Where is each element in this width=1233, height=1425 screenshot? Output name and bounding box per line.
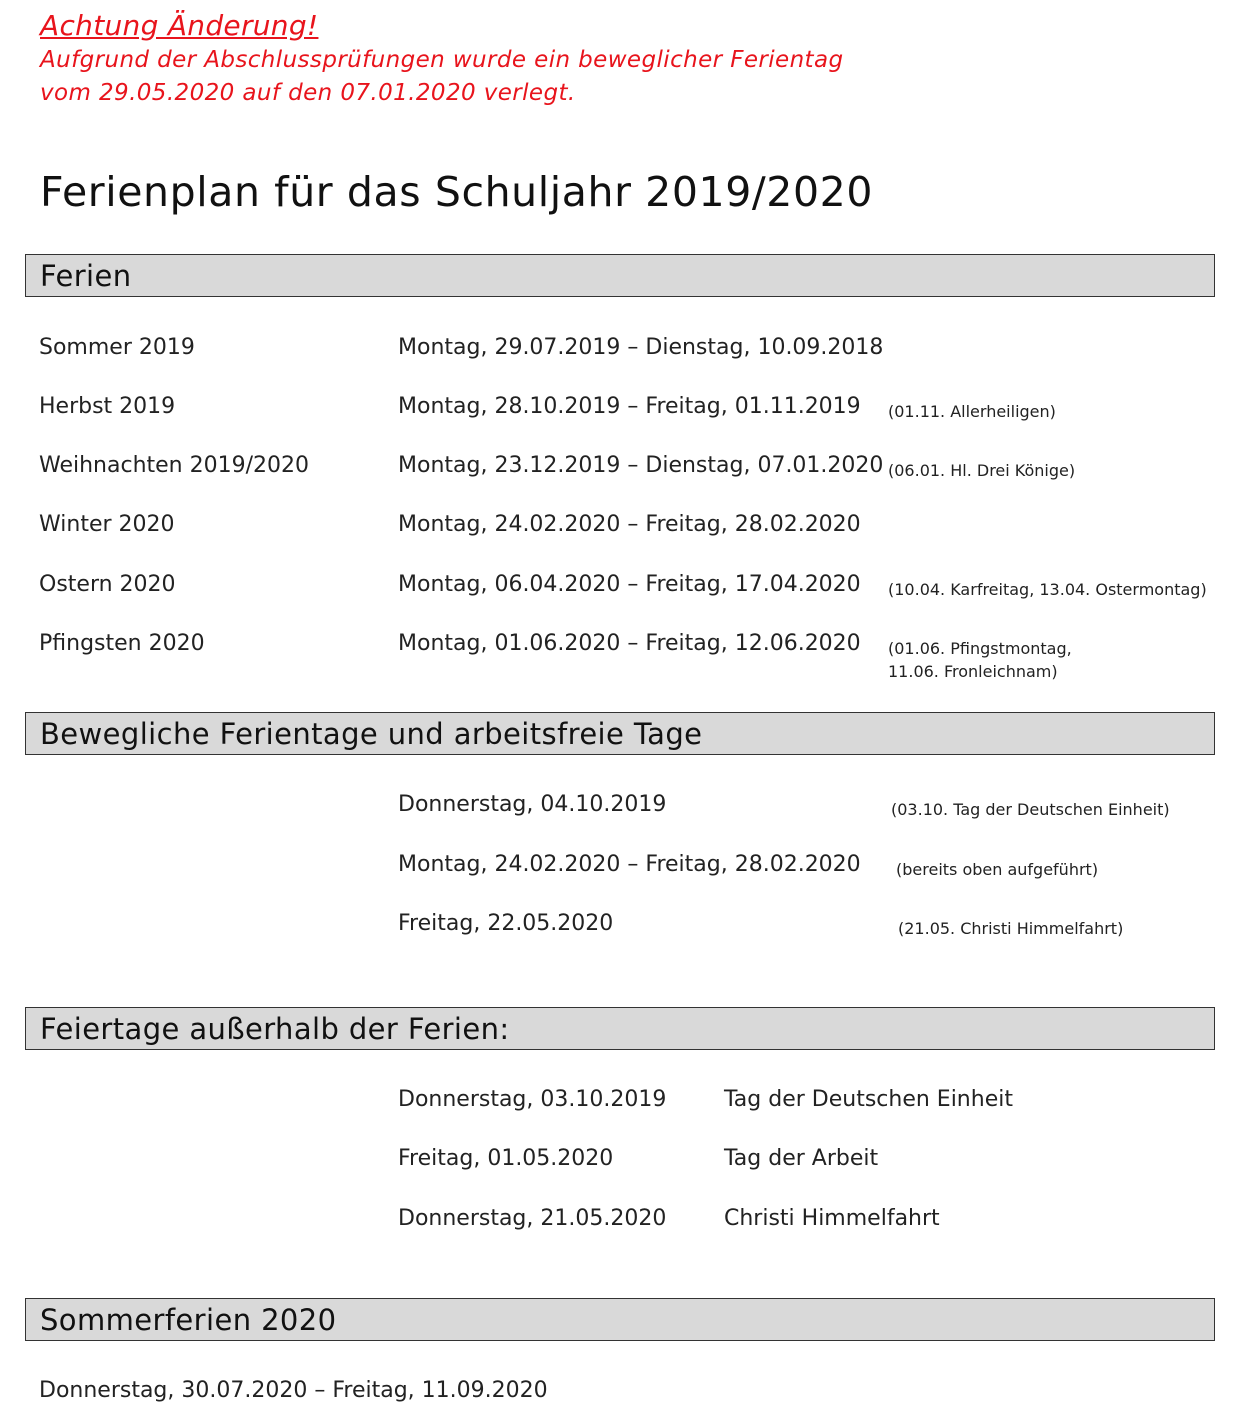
holiday-date: Donnerstag, 21.05.2020 <box>398 1206 667 1231</box>
day-dates: Donnerstag, 04.10.2019 <box>398 792 667 817</box>
change-notice <box>40 8 843 110</box>
notice-title: Achtung Änderung! <box>40 9 319 42</box>
table-row <box>0 572 1233 612</box>
section-header-sommerferien <box>25 1298 1215 1341</box>
table-row <box>0 335 1233 375</box>
holiday-dates: Montag, 23.12.2019 – Dienstag, 07.01.2020 <box>398 453 884 478</box>
holiday-name: Winter 2020 <box>39 512 175 537</box>
section-header-beweglich <box>25 712 1215 755</box>
day-note: (03.10. Tag der Deutschen Einheit) <box>891 800 1170 819</box>
table-row <box>0 512 1233 552</box>
day-dates: Montag, 24.02.2020 – Freitag, 28.02.2020 <box>398 852 861 877</box>
table-row <box>0 631 1233 687</box>
holiday-note <box>888 637 1072 683</box>
section-header-feiertage <box>25 1007 1215 1050</box>
holiday-note: (01.11. Allerheiligen) <box>888 402 1056 421</box>
holiday-date: Freitag, 01.05.2020 <box>398 1146 614 1171</box>
holiday-dates: Montag, 29.07.2019 – Dienstag, 10.09.2018 <box>398 335 884 360</box>
holiday-note-line: 11.06. Fronleichnam) <box>888 662 1058 681</box>
day-note: (bereits oben aufgeführt) <box>896 860 1099 879</box>
table-row <box>0 1206 1233 1246</box>
holiday-name: Tag der Deutschen Einheit <box>724 1087 1013 1112</box>
holiday-note-line: (01.06. Pfingstmontag, <box>888 639 1072 658</box>
holiday-dates: Montag, 28.10.2019 – Freitag, 01.11.2019 <box>398 394 861 419</box>
table-row <box>0 911 1233 951</box>
holiday-note: (06.01. Hl. Drei Könige) <box>888 461 1076 480</box>
holiday-note: (10.04. Karfreitag, 13.04. Ostermontag) <box>888 580 1207 599</box>
holiday-name: Sommer 2019 <box>39 335 195 360</box>
day-note: (21.05. Christi Himmelfahrt) <box>898 919 1124 938</box>
holiday-name: Weihnachten 2019/2020 <box>39 453 310 478</box>
table-row <box>0 852 1233 892</box>
table-row <box>0 792 1233 832</box>
table-row <box>0 1087 1233 1127</box>
table-row <box>0 394 1233 434</box>
section-heading: Sommerferien 2020 <box>40 1303 337 1337</box>
table-row <box>0 1378 1233 1418</box>
section-heading: Bewegliche Ferientage und arbeitsfreie Tage <box>40 717 703 751</box>
table-row <box>0 1146 1233 1186</box>
holiday-date: Donnerstag, 03.10.2019 <box>398 1087 667 1112</box>
notice-line-1: Aufgrund der Abschlussprüfungen wurde ein beweglicher Ferientag <box>40 47 844 73</box>
holiday-dates: Montag, 06.04.2020 – Freitag, 17.04.2020 <box>398 572 861 597</box>
holiday-name: Ostern 2020 <box>39 572 176 597</box>
section-header-ferien <box>25 254 1215 297</box>
table-row <box>0 453 1233 493</box>
holiday-name: Herbst 2019 <box>39 394 176 419</box>
notice-line-2: vom 29.05.2020 auf den 07.01.2020 verlegt. <box>40 80 576 106</box>
section-heading: Ferien <box>40 259 132 293</box>
holiday-name: Pfingsten 2020 <box>39 631 205 656</box>
holiday-name: Christi Himmelfahrt <box>724 1206 940 1231</box>
holiday-name: Tag der Arbeit <box>724 1146 879 1171</box>
holiday-dates: Montag, 24.02.2020 – Freitag, 28.02.2020 <box>398 512 861 537</box>
day-dates: Freitag, 22.05.2020 <box>398 911 614 936</box>
page-title: Ferienplan für das Schuljahr 2019/2020 <box>40 168 874 216</box>
summer-dates: Donnerstag, 30.07.2020 – Freitag, 11.09.2020 <box>39 1378 548 1403</box>
holiday-dates: Montag, 01.06.2020 – Freitag, 12.06.2020 <box>398 631 861 656</box>
section-heading: Feiertage außerhalb der Ferien: <box>40 1012 510 1046</box>
